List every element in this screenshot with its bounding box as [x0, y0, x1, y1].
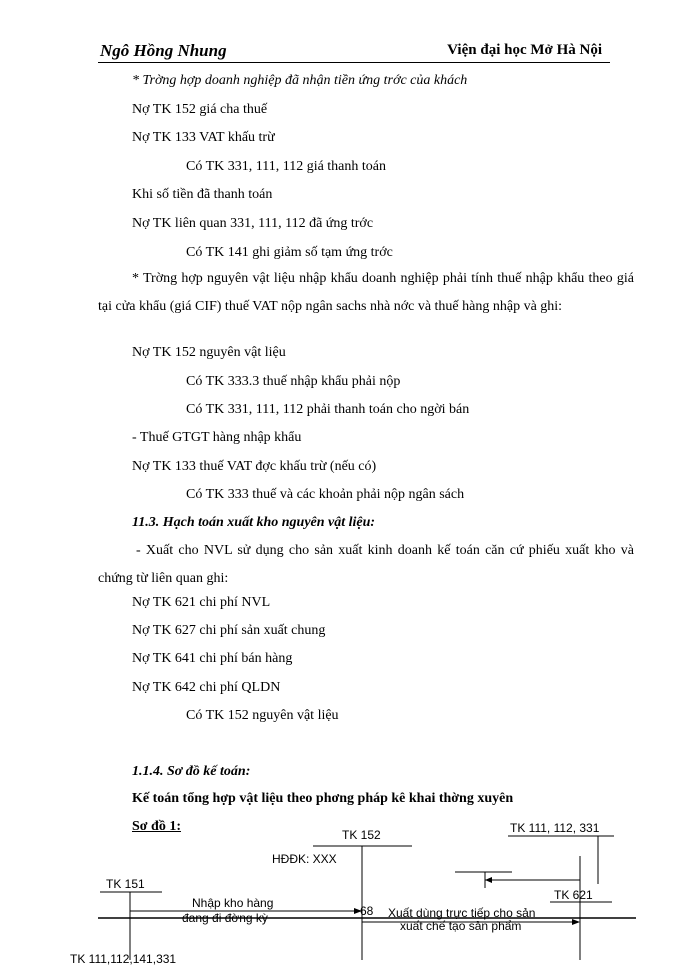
label-xuat-dung-2: xuất chế tạo sản phẩm [400, 919, 522, 933]
arrow-head-621 [572, 919, 580, 925]
vat-import: - Thuế GTGT hàng nhập khẩu [132, 430, 302, 445]
entry-debit-133-vat: Nợ TK 133 thuế VAT đợc khấu trừ (nếu có) [132, 459, 377, 474]
entry-debit-627: Nợ TK 627 chi phí sản xuất chung [132, 623, 326, 638]
entry-credit-331: Có TK 331, 111, 112 giá thanh toán [186, 159, 386, 174]
arrow-head-left [485, 877, 492, 883]
accounting-diagram [0, 820, 700, 966]
section-heading-1-1-4: 1.1.4. Sơ đồ kế toán: [132, 764, 251, 779]
section-heading-11-3: 11.3. Hạch toán xuất kho nguyên vật liệu: [132, 515, 376, 530]
label-hddk: HĐĐK: XXX [272, 852, 337, 866]
entry-credit-152: Có TK 152 nguyên vật liệu [186, 708, 339, 723]
header-author: Ngô Hồng Nhung [100, 41, 227, 60]
entry-debit-related: Nợ TK liên quan 331, 111, 112 đã ứng trớc [132, 216, 374, 231]
label-tk111-112-331: TK 111, 112, 331 [510, 821, 600, 835]
entry-credit-331-seller: Có TK 331, 111, 112 phải thanh toán cho ngời bán [186, 402, 470, 417]
page-header [98, 40, 610, 63]
label-68: 68 [360, 904, 374, 918]
label-tk151: TK 151 [106, 877, 145, 891]
paragraph-issue-materials: - Xuất cho NVL sử dụng cho sản xuất kinh doanh kế toán căn cứ phiếu xuất kho và chứng từ liên quan ghi: [98, 543, 634, 586]
label-tk111-112-141-331: TK 111,112,141,331 [70, 952, 177, 966]
entry-debit-152: Nợ TK 152 giá cha thuế [132, 102, 268, 117]
entry-credit-141: Có TK 141 ghi giảm số tạm ứng trớc [186, 245, 393, 260]
entry-credit-3333: Có TK 333.3 thuế nhập khẩu phải nộp [186, 374, 401, 389]
diagram-title: Kế toán tổng hợp vật liệu theo phơng pháp kê khai thờng xuyên [132, 791, 514, 806]
header-institution: Viện đại học Mở Hà Nội [447, 42, 602, 58]
label-xuat-dung-1: Xuất dùng trực tiếp cho sản [388, 906, 536, 920]
label-nhap-kho-1: Nhập kho hàng [192, 896, 274, 910]
entry-debit-133: Nợ TK 133 VAT khấu trừ [132, 130, 275, 145]
entry-debit-621: Nợ TK 621 chi phí NVL [132, 595, 271, 610]
case-advance-received: * Trờng hợp doanh nghiệp đã nhận tiền ứng trớc của khách [132, 73, 468, 88]
label-tk152: TK 152 [342, 828, 381, 842]
entry-debit-152-materials: Nợ TK 152 nguyên vật liệu [132, 345, 286, 360]
paragraph-import-case: * Trờng hợp nguyên vật liệu nhập khẩu doanh nghiệp phải tính thuế nhập khẩu theo giá tại cửa khẩu (giá CIF) thuế VAT nộp ngân sachs nhà nớc và thuế hàng nhập và ghi: [98, 271, 634, 314]
entry-debit-641: Nợ TK 641 chi phí bán hàng [132, 651, 293, 666]
label-nhap-kho-2: đang đi đờng kỳ [182, 911, 268, 925]
when-paid: Khi số tiền đã thanh toán [132, 187, 273, 202]
entry-credit-333: Có TK 333 thuế và các khoản phải nộp ngân sách [186, 487, 465, 502]
entry-debit-642: Nợ TK 642 chi phí QLDN [132, 680, 281, 695]
diagram-label: Sơ đồ 1: [132, 819, 181, 834]
label-tk621: TK 621 [554, 888, 593, 902]
